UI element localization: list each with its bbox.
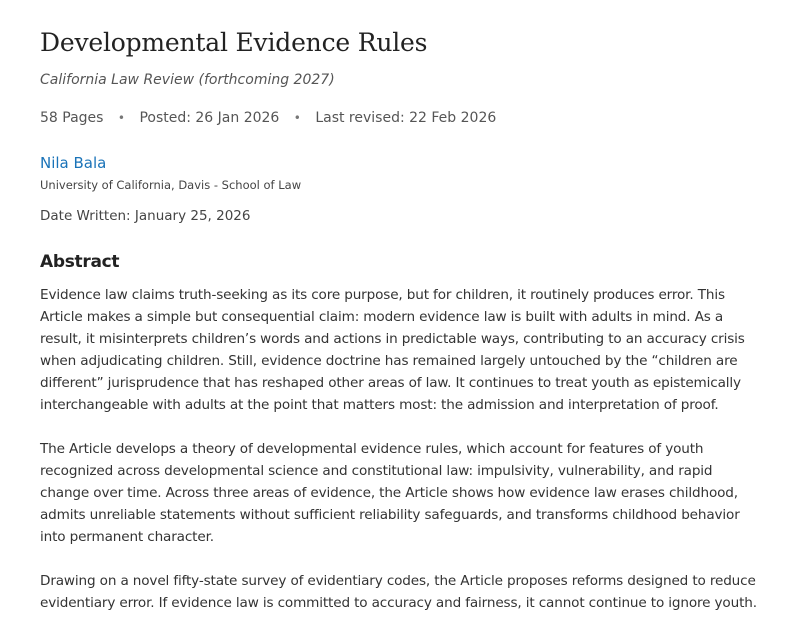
paper-meta — [40, 110, 496, 126]
posted-date: Posted: 26 Jan 2026 — [139, 110, 280, 126]
abstract-paragraph: The Article develops a theory of developmental evidence rules, which account for features of youth recognized across developmental science and constitutional law: impulsivity, vulnerability, and rapid change over time. Across three areas of evidence, the Article shows how evidence law erases childhood, admits unreliable statements without sufficient reliability safeguards, and transforms childhood behavior into permanent character. — [40, 441, 740, 545]
revised-date: Last revised: 22 Feb 2026 — [315, 110, 497, 126]
abstract-paragraph: Evidence law claims truth-seeking as its core purpose, but for children, it routinely produces error. This Article makes a simple but consequential claim: modern evidence law is built with adults in mind. As a result, it misinterprets children’s words and actions in predictable ways, contributing to an accuracy crisis when adjudicating children. Still, evidence doctrine has remained largely untouched by the “children are different” jurisprudence that has reshaped other areas of law. It continues to treat youth as epistemically interchangeable with adults at the point that matters most: the admission and interpretation of proof. — [40, 287, 745, 413]
meta-separator: • — [117, 111, 125, 125]
page-count: 58 Pages — [40, 110, 104, 126]
abstract-paragraph: Drawing on a novel fifty-state survey of evidentiary codes, the Article proposes reforms designed to reduce evidentiary error. If evidence law is committed to accuracy and fairness, it cannot continue to ignore youth. — [40, 573, 757, 611]
date-written: Date Written: January 25, 2026 — [40, 208, 251, 224]
paper-title: Developmental Evidence Rules — [40, 28, 428, 57]
abstract-heading: Abstract — [40, 252, 120, 272]
meta-separator: • — [293, 111, 301, 125]
journal-citation: California Law Review (forthcoming 2027) — [40, 72, 335, 88]
abstract-body — [40, 284, 764, 636]
author-link[interactable]: Nila Bala — [40, 154, 107, 172]
author-affiliation: University of California, Davis - School of Law — [40, 178, 302, 192]
